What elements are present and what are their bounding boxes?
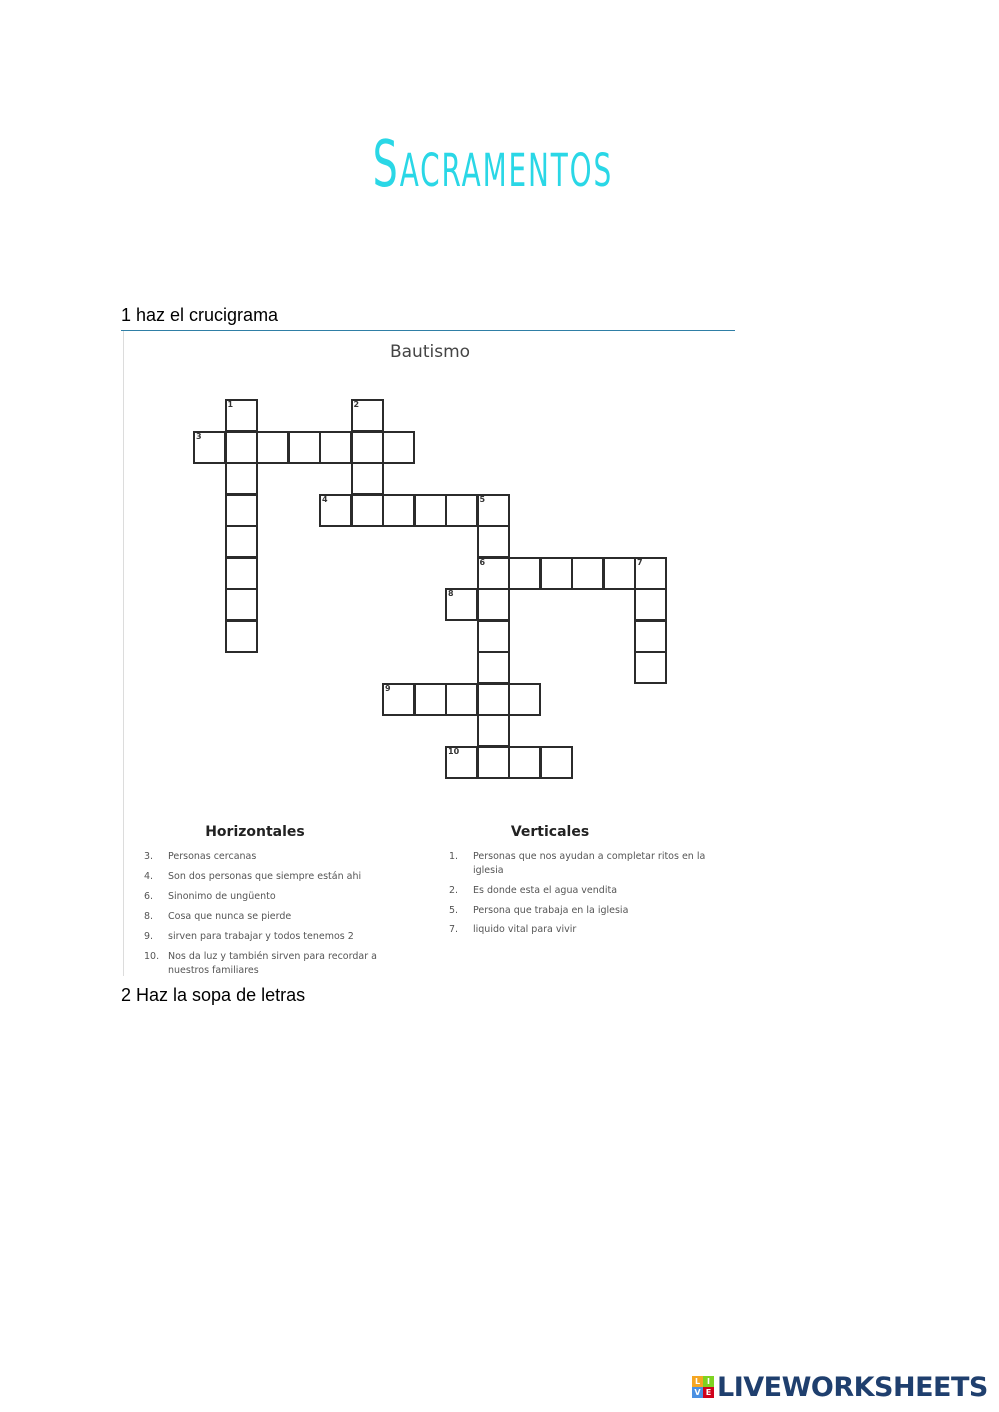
crossword-cell[interactable] bbox=[382, 431, 415, 464]
crossword-cell[interactable] bbox=[225, 557, 258, 590]
crossword-cell[interactable] bbox=[634, 651, 667, 684]
clue-number: 4. bbox=[144, 871, 154, 882]
divider-rule bbox=[121, 330, 735, 331]
crossword-cell[interactable] bbox=[193, 431, 226, 464]
across-heading: Horizontales bbox=[205, 824, 305, 840]
crossword-cell[interactable] bbox=[382, 683, 415, 716]
crossword-cell[interactable] bbox=[351, 494, 384, 527]
crossword-cell[interactable] bbox=[603, 557, 636, 590]
clue-number: 6. bbox=[144, 891, 154, 902]
cell-number: 3 bbox=[196, 431, 202, 441]
page-title: Sacramentos bbox=[372, 128, 614, 202]
crossword-cell[interactable] bbox=[540, 746, 573, 779]
crossword-cell[interactable] bbox=[225, 494, 258, 527]
crossword-cell[interactable] bbox=[225, 525, 258, 558]
crossword-cell[interactable] bbox=[477, 714, 510, 747]
cell-number: 1 bbox=[227, 400, 234, 409]
cell-number: 10 bbox=[448, 746, 460, 756]
crossword-cell[interactable] bbox=[256, 431, 289, 464]
down-heading: Verticales bbox=[510, 824, 590, 840]
puzzle-border bbox=[123, 331, 124, 976]
cell-number: 7 bbox=[637, 557, 643, 567]
clue-text: Personas que nos ayudan a completar ritos en la iglesia bbox=[473, 851, 706, 876]
crossword-cell[interactable] bbox=[477, 494, 510, 527]
clue-number: 9. bbox=[144, 931, 154, 942]
clue-number: 2. bbox=[449, 885, 459, 896]
logo-mark-icon bbox=[692, 1376, 714, 1398]
crossword-cell[interactable] bbox=[540, 557, 573, 590]
crossword-cell[interactable] bbox=[319, 494, 352, 527]
clue-text: Es donde esta el agua vendita bbox=[473, 885, 618, 896]
liveworksheets-logo bbox=[692, 1373, 988, 1401]
crossword-cell[interactable] bbox=[414, 683, 447, 716]
crossword-cell[interactable] bbox=[225, 620, 258, 653]
cell-number: 4 bbox=[322, 494, 328, 504]
crossword-cell[interactable] bbox=[445, 683, 478, 716]
cell-number: 6 bbox=[479, 557, 486, 567]
section-2-label: 2 Haz la sopa de letras bbox=[121, 985, 306, 1005]
cell-number: 2 bbox=[353, 400, 360, 409]
crossword-cell[interactable] bbox=[288, 431, 321, 464]
crossword-cell[interactable] bbox=[508, 683, 541, 716]
crossword-cell[interactable] bbox=[477, 746, 510, 779]
section-1-label: 1 haz el crucigrama bbox=[121, 305, 279, 325]
crossword-cell[interactable] bbox=[477, 588, 510, 621]
crossword-cell[interactable] bbox=[225, 462, 258, 495]
crossword-cell[interactable] bbox=[351, 431, 384, 464]
clue-number: 1. bbox=[449, 851, 459, 862]
crossword-cell[interactable] bbox=[225, 431, 258, 464]
crossword-cell[interactable] bbox=[634, 620, 667, 653]
clue-number: 7. bbox=[449, 924, 459, 935]
crossword-cell[interactable] bbox=[508, 557, 541, 590]
crossword-cell[interactable] bbox=[225, 588, 258, 621]
cell-number: 9 bbox=[385, 683, 391, 693]
clue-text: sirven para trabajar y todos tenemos 2 bbox=[168, 931, 354, 942]
clue-text: Sinonimo de ungüento bbox=[168, 891, 276, 902]
clue-text: liquido vital para vivir bbox=[473, 924, 577, 935]
logo-text: LIVEWORKSHEETS bbox=[717, 1371, 988, 1403]
crossword-cell[interactable] bbox=[634, 557, 667, 590]
clue-number: 10. bbox=[144, 951, 160, 962]
crossword-cell[interactable] bbox=[508, 746, 541, 779]
puzzle-title: Bautismo bbox=[389, 342, 471, 362]
crossword-cell[interactable] bbox=[477, 557, 510, 590]
cell-number: 8 bbox=[448, 589, 454, 598]
crossword-cell[interactable] bbox=[351, 399, 384, 432]
crossword-cell[interactable] bbox=[477, 651, 510, 684]
crossword-cell[interactable] bbox=[445, 494, 478, 527]
crossword-cell[interactable] bbox=[382, 494, 415, 527]
logo-letter: L bbox=[692, 1376, 703, 1387]
clue-number: 5. bbox=[449, 905, 459, 916]
logo-letter: V bbox=[692, 1387, 703, 1398]
crossword-cell[interactable] bbox=[445, 746, 478, 779]
clue-number: 3. bbox=[144, 851, 154, 862]
crossword-cell[interactable] bbox=[225, 399, 258, 432]
clue-text: Nos da luz y también sirven para recordar a nuestros familiares bbox=[168, 951, 377, 976]
crossword-cell[interactable] bbox=[477, 683, 510, 716]
clue-text: Personas cercanas bbox=[168, 851, 257, 862]
crossword-cell[interactable] bbox=[319, 431, 352, 464]
crossword-cell[interactable] bbox=[351, 462, 384, 495]
crossword-cell[interactable] bbox=[634, 588, 667, 621]
crossword-cell[interactable] bbox=[414, 494, 447, 527]
crossword-cell[interactable] bbox=[445, 588, 478, 621]
crossword-cell[interactable] bbox=[477, 525, 510, 558]
clue-text: Son dos personas que siempre están ahi bbox=[168, 871, 362, 882]
crossword-cell[interactable] bbox=[571, 557, 604, 590]
clue-number: 8. bbox=[144, 911, 154, 922]
clue-text: Cosa que nunca se pierde bbox=[168, 911, 292, 922]
cell-number: 5 bbox=[479, 494, 486, 504]
clue-text: Persona que trabaja en la iglesia bbox=[473, 905, 629, 916]
logo-letter: I bbox=[703, 1376, 714, 1387]
crossword-cell[interactable] bbox=[477, 620, 510, 653]
logo-letter: E bbox=[703, 1387, 714, 1398]
